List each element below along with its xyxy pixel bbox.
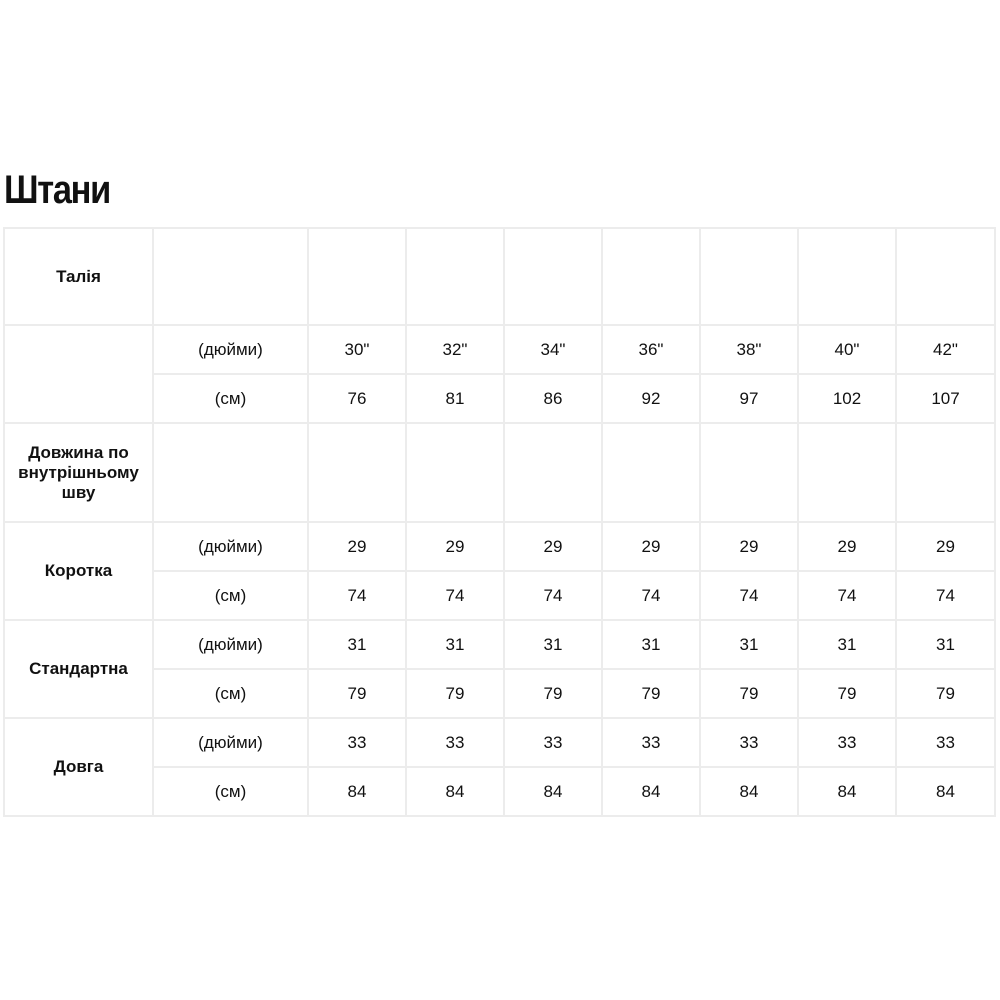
value-cell: 79 xyxy=(700,669,798,718)
value-cell: 102 xyxy=(798,374,896,423)
table-row xyxy=(4,767,995,816)
table-row xyxy=(4,325,995,374)
empty-cell xyxy=(798,423,896,522)
empty-cell xyxy=(700,423,798,522)
table-row xyxy=(4,571,995,620)
value-cell: 32" xyxy=(406,325,504,374)
value-cell: 33 xyxy=(798,718,896,767)
value-cell: 33 xyxy=(700,718,798,767)
unit-label: (см) xyxy=(153,669,308,718)
value-cell: 29 xyxy=(700,522,798,571)
value-cell: 29 xyxy=(308,522,406,571)
value-cell: 31 xyxy=(700,620,798,669)
empty-cell xyxy=(153,228,308,325)
value-cell: 84 xyxy=(798,767,896,816)
empty-cell xyxy=(896,423,995,522)
value-cell: 38" xyxy=(700,325,798,374)
value-cell: 29 xyxy=(896,522,995,571)
value-cell: 84 xyxy=(896,767,995,816)
empty-cell xyxy=(504,228,602,325)
value-cell: 86 xyxy=(504,374,602,423)
empty-cell xyxy=(153,423,308,522)
empty-cell xyxy=(504,423,602,522)
unit-label: (дюйми) xyxy=(153,718,308,767)
empty-cell xyxy=(4,325,153,423)
value-cell: 33 xyxy=(602,718,700,767)
unit-label: (см) xyxy=(153,767,308,816)
table-row xyxy=(4,374,995,423)
value-cell: 84 xyxy=(406,767,504,816)
value-cell: 79 xyxy=(504,669,602,718)
empty-cell xyxy=(602,228,700,325)
value-cell: 84 xyxy=(602,767,700,816)
value-cell: 29 xyxy=(602,522,700,571)
value-cell: 79 xyxy=(798,669,896,718)
empty-cell xyxy=(308,423,406,522)
value-cell: 74 xyxy=(896,571,995,620)
empty-cell xyxy=(406,228,504,325)
value-cell: 79 xyxy=(406,669,504,718)
value-cell: 81 xyxy=(406,374,504,423)
table-row xyxy=(4,620,995,669)
value-cell: 30" xyxy=(308,325,406,374)
table-row xyxy=(4,669,995,718)
value-cell: 31 xyxy=(602,620,700,669)
empty-cell xyxy=(798,228,896,325)
unit-label: (дюйми) xyxy=(153,522,308,571)
value-cell: 84 xyxy=(700,767,798,816)
table-row xyxy=(4,718,995,767)
value-cell: 31 xyxy=(798,620,896,669)
value-cell: 29 xyxy=(504,522,602,571)
value-cell: 107 xyxy=(896,374,995,423)
value-cell: 74 xyxy=(700,571,798,620)
unit-label: (см) xyxy=(153,571,308,620)
value-cell: 84 xyxy=(308,767,406,816)
length-label-standard: Стандартна xyxy=(4,620,153,718)
table-row xyxy=(4,522,995,571)
value-cell: 33 xyxy=(406,718,504,767)
value-cell: 29 xyxy=(406,522,504,571)
waist-header-row xyxy=(4,228,995,325)
empty-cell xyxy=(700,228,798,325)
value-cell: 36" xyxy=(602,325,700,374)
value-cell: 74 xyxy=(504,571,602,620)
value-cell: 29 xyxy=(798,522,896,571)
page-title: Штани xyxy=(4,168,111,212)
value-cell: 34" xyxy=(504,325,602,374)
value-cell: 31 xyxy=(308,620,406,669)
value-cell: 42" xyxy=(896,325,995,374)
value-cell: 97 xyxy=(700,374,798,423)
value-cell: 33 xyxy=(896,718,995,767)
value-cell: 92 xyxy=(602,374,700,423)
value-cell: 79 xyxy=(308,669,406,718)
length-label-long: Довга xyxy=(4,718,153,816)
inseam-header-row xyxy=(4,423,995,522)
unit-label: (дюйми) xyxy=(153,620,308,669)
value-cell: 84 xyxy=(504,767,602,816)
empty-cell xyxy=(406,423,504,522)
empty-cell xyxy=(896,228,995,325)
value-cell: 74 xyxy=(308,571,406,620)
value-cell: 79 xyxy=(602,669,700,718)
value-cell: 31 xyxy=(896,620,995,669)
value-cell: 31 xyxy=(406,620,504,669)
empty-cell xyxy=(602,423,700,522)
length-label-short: Коротка xyxy=(4,522,153,620)
size-chart-table xyxy=(3,227,996,817)
value-cell: 31 xyxy=(504,620,602,669)
value-cell: 74 xyxy=(602,571,700,620)
value-cell: 74 xyxy=(798,571,896,620)
value-cell: 79 xyxy=(896,669,995,718)
empty-cell xyxy=(308,228,406,325)
unit-label: (см) xyxy=(153,374,308,423)
value-cell: 33 xyxy=(504,718,602,767)
value-cell: 33 xyxy=(308,718,406,767)
inseam-label: Довжина по внутрішньому шву xyxy=(4,423,153,522)
value-cell: 76 xyxy=(308,374,406,423)
waist-label: Талія xyxy=(4,228,153,325)
value-cell: 40" xyxy=(798,325,896,374)
unit-label: (дюйми) xyxy=(153,325,308,374)
value-cell: 74 xyxy=(406,571,504,620)
